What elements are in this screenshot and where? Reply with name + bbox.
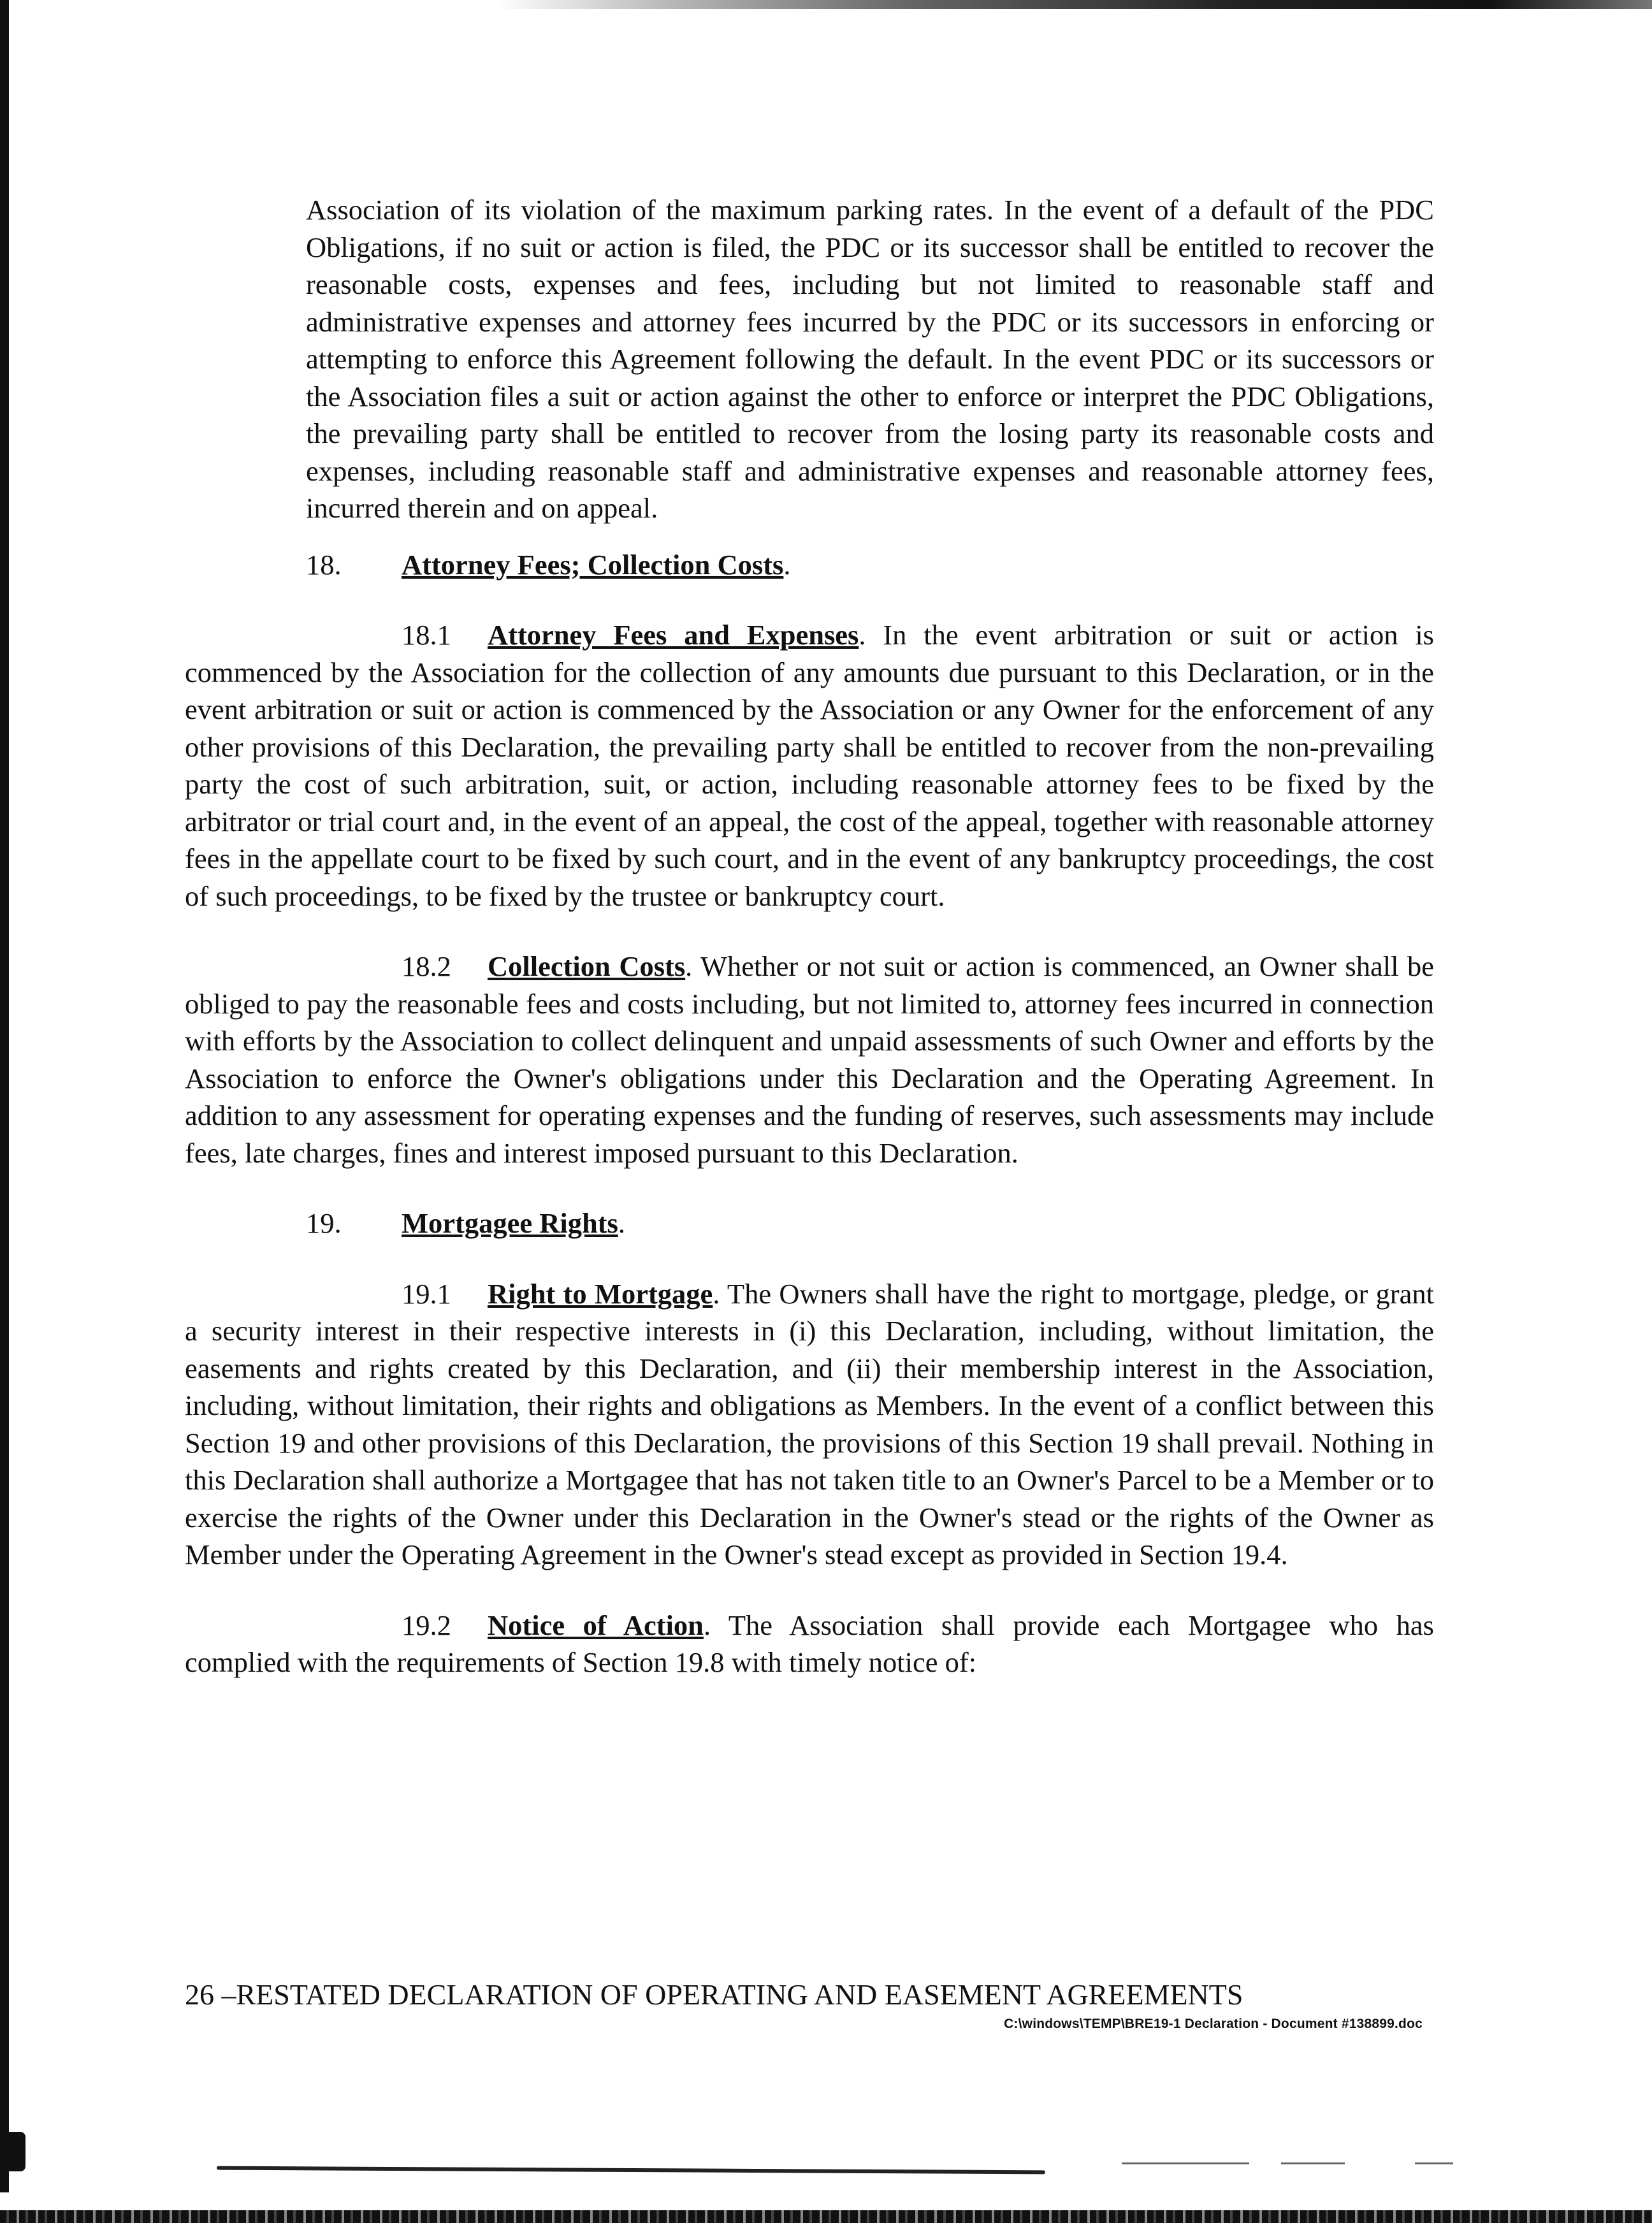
subsection-title: Attorney Fees and Expenses bbox=[488, 619, 859, 651]
scan-dash bbox=[1122, 2162, 1249, 2164]
subsection-19-1 bbox=[185, 1275, 1434, 1574]
subsection-title: Collection Costs bbox=[488, 950, 686, 982]
scan-edge-left bbox=[0, 0, 9, 2192]
section-title: Attorney Fees; Collection Costs bbox=[402, 548, 784, 581]
section-title-punct: . bbox=[783, 548, 791, 581]
footer-title: 26 –RESTATED DECLARATION OF OPERATING AND EASEMENT AGREEMENTS bbox=[185, 1978, 1243, 2011]
footer-document-path: C:\windows\TEMP\BRE19-1 Declaration - Document #138899.doc bbox=[1004, 2017, 1423, 2031]
subsection-number: 19.2 bbox=[402, 1609, 451, 1641]
subsection-text: . In the event arbitration or suit or action is commenced by the Association for the collection of any amounts due pursuant to this Declaration, or in the event arbitration or suit or action is commenced by the Association or any Owner for the enforcement of any other provisions of this Declaration, the prevailing party shall be entitled to recover from the non-prevailing party the cost of such arbitration, suit, or action, including reasonable attorney fees to be fixed by the arbitrator or trial court and, in the event of an appeal, the cost of the appeal, together with reasonable attorney fees in the appellate court to be fixed by such court, and in the event of any bankruptcy proceedings, the cost of such proceedings, to be fixed by the trustee or bankruptcy court. bbox=[185, 619, 1434, 912]
subsection-18-1 bbox=[185, 616, 1434, 915]
subsection-title: Notice of Action bbox=[488, 1609, 704, 1641]
scan-edge-bottom bbox=[0, 2210, 1652, 2223]
subsection-title: Right to Mortgage bbox=[488, 1277, 713, 1310]
subsection-number: 18.1 bbox=[402, 619, 451, 651]
subsection-18-2 bbox=[185, 948, 1434, 1171]
subsection-number: 18.2 bbox=[402, 950, 451, 982]
page-body bbox=[185, 191, 1434, 1681]
section-heading-19 bbox=[185, 1205, 1434, 1242]
scan-edge-top bbox=[0, 0, 1652, 9]
section-title-punct: . bbox=[618, 1207, 625, 1239]
section-title: Mortgagee Rights bbox=[402, 1207, 618, 1239]
section-number: 18. bbox=[306, 548, 342, 581]
paragraph-text: Association of its violation of the maximum parking rates. In the event of a default of the PDC Obligations, if no suit or action is filed, the PDC or its successor shall be entitled to recover the reasonable costs, expenses and fees, including but not limited to reasonable staff and administrative expenses and attorney fees incurred by the PDC or its successors in enforcing or attempting to enforce this Agreement following the default. In the event PDC or its successors or the Association files a suit or action against the other to enforce or interpret the PDC Obligations, the prevailing party shall be entitled to recover from the losing party its reasonable costs and expenses, including reasonable staff and administrative expenses and reasonable attorney fees, incurred therein and on appeal. bbox=[306, 194, 1434, 524]
scan-dash bbox=[1415, 2162, 1453, 2164]
scan-rule-bottom bbox=[217, 2166, 1045, 2175]
subsection-number: 19.1 bbox=[402, 1277, 451, 1310]
subsection-text: . The Owners shall have the right to mortgage, pledge, or grant a security interest in their respective interests in (i) this Declaration, including, without limitation, the easements and rights created by this Declaration, and (ii) their membership interest in the Association, including, without limitation, their rights and obligations as Members. In the event of a conflict between this Section 19 and other provisions of this Declaration, the provisions of this Section 19 shall prevail. Nothing in this Declaration shall authorize a Mortgagee that has not taken title to an Owner's Parcel to be a Member or to exercise the rights of the Owner under this Declaration in the Owner's stead or the rights of the Owner as Member under the Operating Agreement in the Owner's stead except as provided in Section 19.4. bbox=[185, 1277, 1434, 1570]
section-number: 19. bbox=[306, 1207, 342, 1239]
scan-dash bbox=[1281, 2162, 1345, 2164]
section-heading-18 bbox=[185, 546, 1434, 584]
paragraph-pdc-obligations bbox=[185, 191, 1434, 527]
subsection-text: . Whether or not suit or action is commenced, an Owner shall be obliged to pay the reasonable fees and costs including, but not limited to, attorney fees incurred in connection with efforts by the Association to collect delinquent and unpaid assessments of such Owner and efforts by the Association to enforce the Owner's obligations under this Declaration and the Operating Agreement. In addition to any assessment for operating expenses and the funding of reserves, such assessments may include fees, late charges, fines and interest imposed pursuant to this Declaration. bbox=[185, 950, 1434, 1169]
subsection-text: . The Association shall provide each Mortgagee who has complied with the requirements of Section 19.8 with timely notice of: bbox=[185, 1609, 1434, 1678]
subsection-19-2 bbox=[185, 1607, 1434, 1681]
scan-mark-left bbox=[0, 2132, 25, 2171]
